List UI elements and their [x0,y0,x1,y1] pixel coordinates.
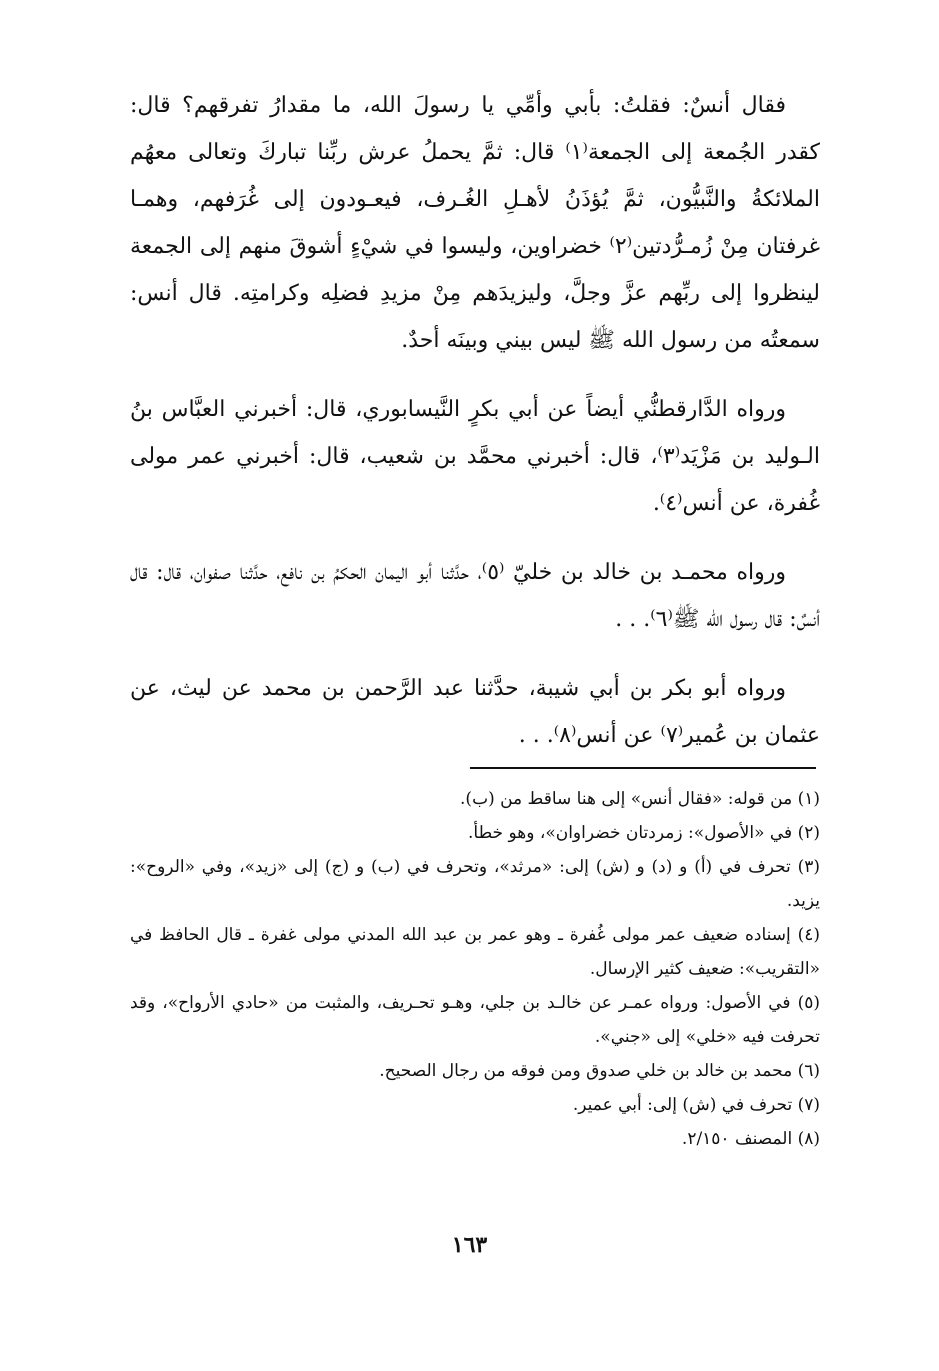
paragraph-4: ورواه أبو بكر بن أبي شيبة، حدَّثنا عبد الرَّحمن بن محمد عن ليث، عن عثمان بن عُمير⁽٧⁾ عن أنس⁽٨⁾. . . [130,676,820,748]
paragraph-2: ورواه الدَّارقطنُّي أيضاً عن أبي بكرٍ النَّيسابوري، قال: أخبرني العبَّاس بنُ الـوليد بن مَزْيَد⁽٣⁾، قال: أخبرني محمَّد بن شعيب، قال: أخبرني عمر مولى غُفرة، عن أنس⁽٤⁾. [130,397,820,516]
footnote-7: (٧) تحرف في (ش) إلى: أبي عمير. [572,1095,820,1115]
footnote-separator [470,767,816,769]
footnote-2: (٢) في «الأصول»: زمردتان خضراوان»، وهو خطأ. [468,823,820,843]
footnote-5: (٥) في الأصول: ورواه عمـر عن خالـد بن جلي، وهـو تحـريف، والمثبت من «حادي الأرواح»، وقد تحرفت فيه «خلي» إلى «جني». [130,993,820,1047]
paragraph-3: ورواه محمـد بن خالد بن خليّ ⁽٥⁾، حدَّثنا أبو اليمان الحكمُ بن نافع، حدَّثنا صفوان، قال: قال أنسٌ: قال رسول الله ﷺ⁽٦⁾. . . [130,560,820,632]
footnote-3: (٣) تحرف في (أ) و (د) و (ش) إلى: «مرثد»، وتحرف في (ب) و (ج) إلى «زيد»، وفي «الروح»: يزيد. [130,857,820,911]
footnotes [130,782,820,1156]
footnote-8: (٨) المصنف ٢/١٥٠. [681,1129,820,1149]
footnote-4: (٤) إسناده ضعيف عمر مولى غُفرة ـ وهو عمر بن عبد الله المدني مولى غفرة ـ قال الحافظ في «التقريب»: ضعيف كثير الإرسال. [130,925,820,979]
paragraph-1: فقال أنسٌ: فقلتُ: بأبي وأمِّي يا رسولَ الله، ما مقدارُ تفرقهم؟ قال: كقدر الجُمعة إلى الجمعة⁽١⁾ قال: ثمَّ يحملُ عرش ربِّنا تباركَ وتعالى معهُم الملائكةُ والنَّبيُّون، ثمَّ يُؤذَنُ لأهـلِ الغُـرف، فيعـودون إلى غُرَفهم، وهمـا غرفتان مِنْ زُمـرُّدتين⁽٢⁾ خضراوين، وليسوا في شيْءٍ أشوقَ منهم إلى الجمعة لينظروا إلى ربِّهم عزَّ وجلَّ، وليزيدَهم مِنْ مزيدِ فضلِه وكرامتِه. قال أنس: سمعتُه من رسول الله ﷺ ليس بيني وبينَه أحدٌ. [130,93,821,353]
main-text [130,82,820,759]
footnote-6: (٦) محمد بن خالد بن خلي صدوق ومن فوقه من رجال الصحيح. [379,1061,820,1081]
page-number: ١٦٣ [451,1232,488,1258]
footnote-1: (١) من قوله: «فقال أنس» إلى هنا ساقط من (ب). [460,789,820,809]
